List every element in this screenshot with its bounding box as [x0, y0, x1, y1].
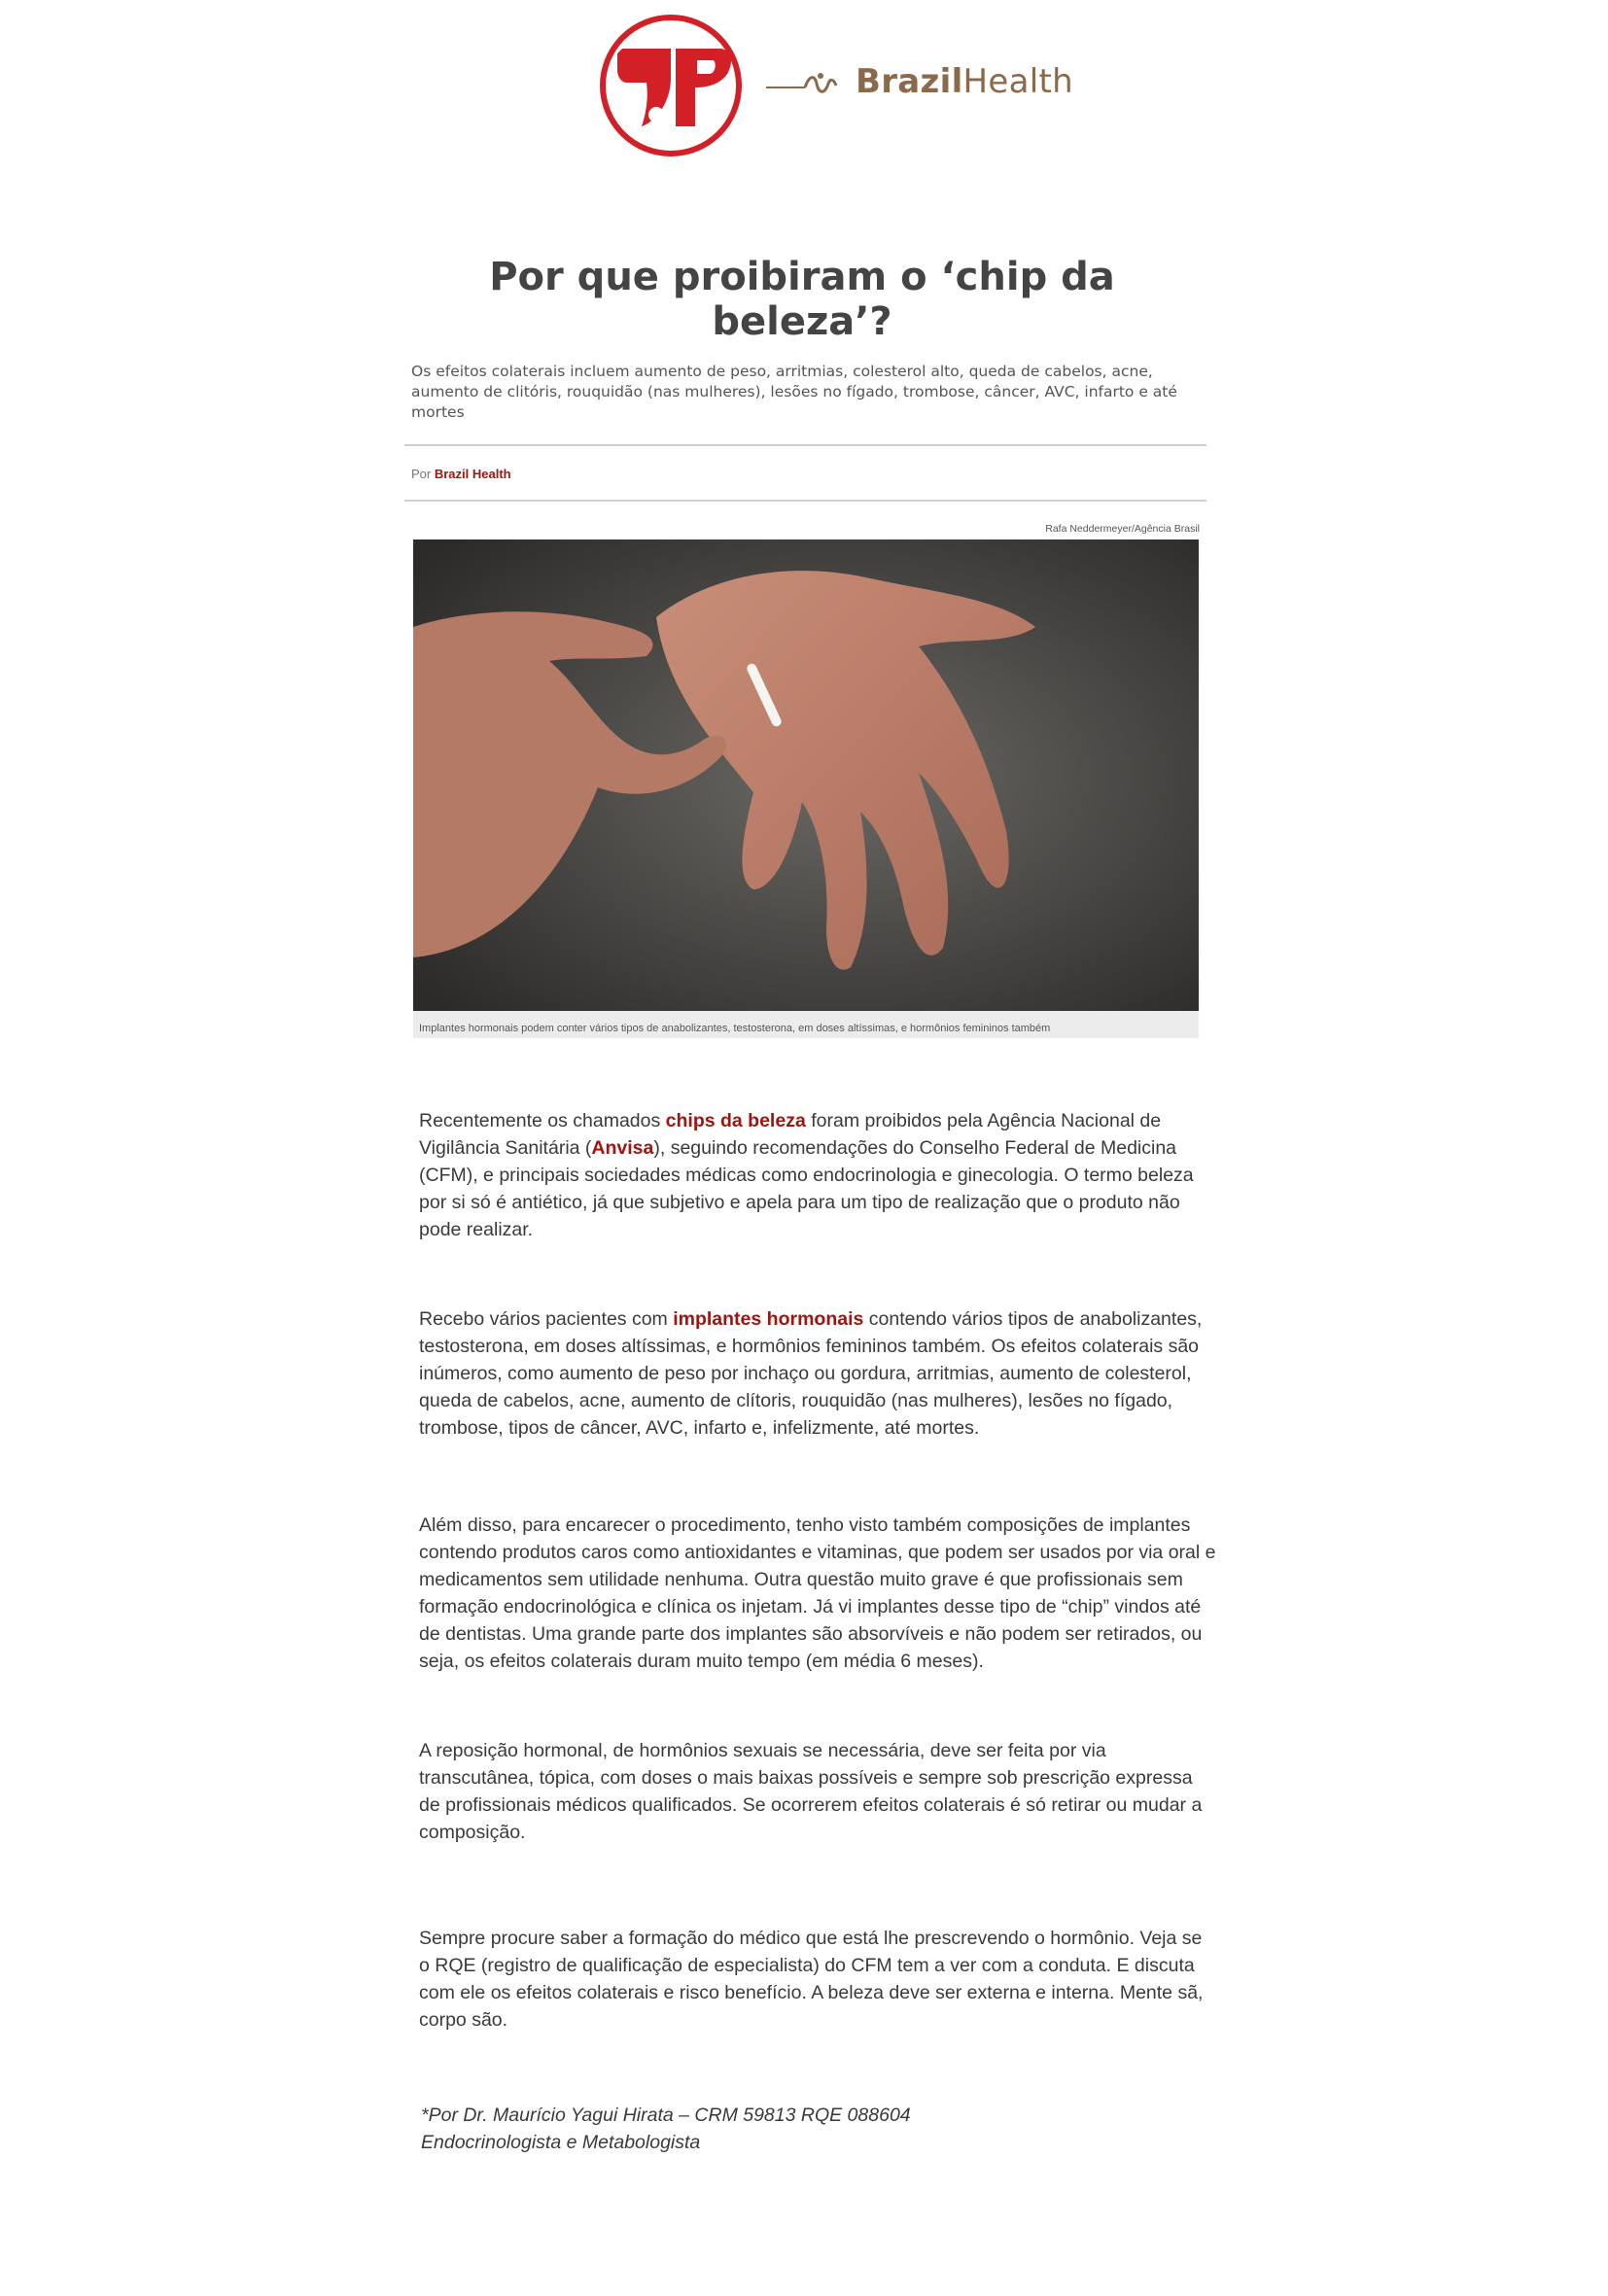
- brazil-health-wordmark: BrazilHealth: [856, 62, 1073, 101]
- divider-bottom: [404, 500, 1206, 502]
- anvisa-link[interactable]: Anvisa: [591, 1137, 654, 1159]
- implantes-hormonais-link[interactable]: implantes hormonais: [673, 1308, 864, 1330]
- brazil-health-logo[interactable]: [766, 60, 1077, 109]
- signature-line-1: *Por Dr. Maurício Yagui Hirata – CRM 59813 RQE 088604: [421, 2105, 911, 2126]
- chips-da-beleza-link[interactable]: chips da beleza: [665, 1110, 806, 1131]
- brazil-health-emblem-icon: [766, 66, 854, 101]
- photo-caption: Implantes hormonais podem conter vários tipos de anabolizantes, testosterona, em doses altíssimas, e hormônios femininos também: [419, 1023, 1051, 1034]
- article-paragraph-4: A reposição hormonal, de hormônios sexuais se necessária, deve ser feita por via transcutânea, tópica, com doses o mais baixas possíveis e sempre sob prescrição expressa de profissionais médicos qualificados. Se ocorrerem efeitos colaterais é só retirar ou mudar a composição.: [419, 1740, 1203, 1843]
- byline-prefix: Por: [411, 467, 432, 481]
- article-paragraph-2: Recebo vários pacientes com implantes hormonais contendo vários tipos de anabolizantes, testosterona, em doses altíssimas, e hormônios femininos também. Os efeitos colaterais são inúmeros, como aumento de peso por inchaço ou gordura, arritmias, aumento de colesterol, queda de cabelos, acne, aumento de clítoris, rouquidão (nas mulheres), lesões no fígado, trombose, tipos de câncer, AVC, infarto e, infelizmente, até mortes.: [419, 1308, 1203, 1439]
- byline: [411, 467, 511, 481]
- article-title: Por que proibiram o ‘chip da beleza’?: [489, 255, 1115, 344]
- author-signature: [421, 2102, 911, 2156]
- article-paragraph-3: Além disso, para encarecer o procedimento, tenho visto também composições de implantes contendo produtos caros como antioxidantes e vitaminas, que podem ser usados por via oral e medicamentos sem utilidade nenhuma. Outra questão muito grave é que profissionais sem formação endocrinológica e clínica os injetam. Já vi implantes desse tipo de “chip” vindos até de dentistas. Uma grande parte dos implantes são absorvíveis e não podem ser retirados, ou seja, os efeitos colaterais duram muito tempo (em média 6 meses).: [419, 1514, 1216, 1672]
- byline-author-link[interactable]: Brazil Health: [434, 467, 511, 481]
- jovem-pan-logo[interactable]: [588, 10, 753, 160]
- divider-top: [404, 444, 1206, 446]
- photo-credit: Rafa Neddermeyer/Agência Brasil: [1045, 523, 1200, 535]
- article-paragraph-1: Recentemente os chamados chips da beleza foram proibidos pela Agência Nacional de Vigilância Sanitária (Anvisa), seguindo recomendações do Conselho Federal de Medicina (CFM), e principais sociedades médicas como endocrinologia e ginecologia. O termo beleza por si só é antiético, já que subjetivo e apela para um tipo de realização que o produto não pode realizar.: [419, 1110, 1194, 1240]
- signature-line-2: Endocrinologista e Metabologista: [421, 2132, 701, 2153]
- article-paragraph-5: Sempre procure saber a formação do médico que está lhe prescrevendo o hormônio. Veja se o RQE (registro de qualificação de especialista) do CFM tem a ver com a conduta. E discuta com ele os efeitos colaterais e risco benefício. A beleza deve ser externa e interna. Mente sã, corpo são.: [419, 1928, 1204, 2031]
- article-subtitle: Os efeitos colaterais incluem aumento de peso, arritmias, colesterol alto, queda de cabelos, acne, aumento de clitóris, rouquidão (nas mulheres), lesões no fígado, trombose, câncer, AVC, infarto e até mortes: [411, 363, 1177, 421]
- article-photo: [413, 539, 1199, 1011]
